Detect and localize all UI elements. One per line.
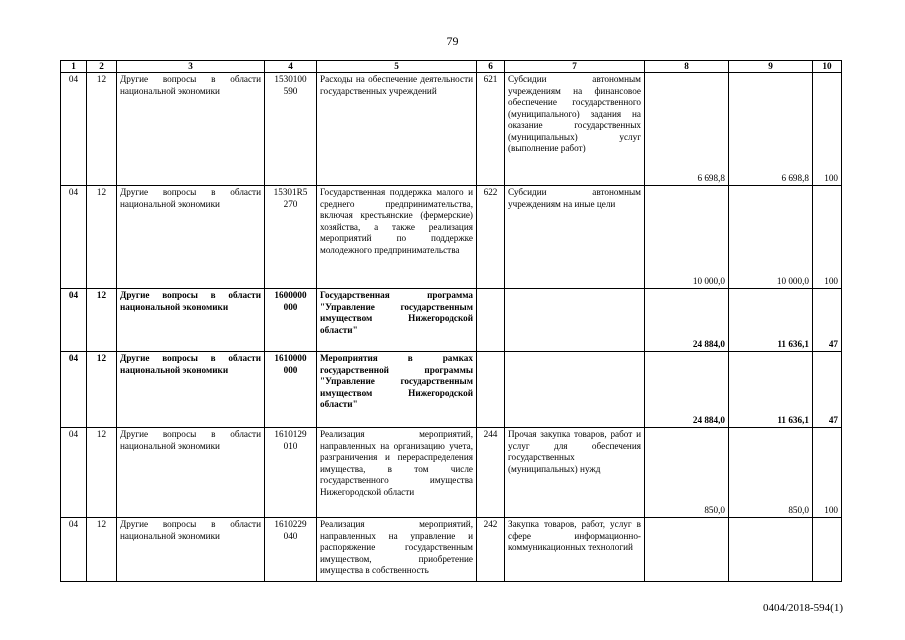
cell-target-code: 1610229 040 [265,518,317,582]
cell-planned [645,518,729,582]
cell-target-code: 15301R5 270 [265,186,317,289]
cell-section: 04 [61,428,87,518]
cell-subsection: 12 [87,518,117,582]
table-row [61,428,842,518]
col-header: 1 [61,61,87,73]
cell-percent: 100 [813,73,842,186]
cell-percent: 47 [813,289,842,352]
cell-section-name: Другие вопросы в области национальной экономики [117,289,265,352]
cell-section: 04 [61,518,87,582]
cell-expense-type: 621 [477,73,505,186]
cell-planned: 6 698,8 [645,73,729,186]
cell-executed: 10 000,0 [729,186,813,289]
table-row [61,73,842,186]
header-row [61,61,842,73]
cell-section: 04 [61,352,87,428]
table-row [61,518,842,582]
cell-expense-name: Прочая закупка товаров, работ и услуг для обеспечения государственных (муниципальных) нужд [505,428,645,518]
cell-target-name: Государственная программа "Управление государственным имуществом Нижегородской области" [317,289,477,352]
col-header: 7 [505,61,645,73]
budget-table [60,60,842,582]
cell-section: 04 [61,186,87,289]
cell-percent [813,518,842,582]
cell-section: 04 [61,289,87,352]
cell-expense-name: Закупка товаров, работ, услуг в сфере информационно-коммуникационных технологий [505,518,645,582]
col-header: 5 [317,61,477,73]
table-row [61,186,842,289]
cell-subsection: 12 [87,289,117,352]
col-header: 2 [87,61,117,73]
col-header: 6 [477,61,505,73]
cell-subsection: 12 [87,73,117,186]
cell-target-name: Государственная поддержка малого и среднего предпринимательства, включая крестьянские (фермерские) хозяйства, а также реализация мероприятий по поддержке молодежного предпринимательства [317,186,477,289]
cell-section-name: Другие вопросы в области национальной экономики [117,73,265,186]
cell-section-name: Другие вопросы в области национальной экономики [117,428,265,518]
cell-section-name: Другие вопросы в области национальной экономики [117,352,265,428]
cell-executed [729,518,813,582]
cell-subsection: 12 [87,352,117,428]
cell-target-name: Реализация мероприятий, направленных на управление и распоряжение государственным имуществом, приобретение имущества в собственность [317,518,477,582]
page-number: 79 [446,34,459,48]
cell-target-code: 1530100 590 [265,73,317,186]
table-row [61,352,842,428]
cell-target-code: 1610000 000 [265,352,317,428]
cell-executed: 11 636,1 [729,352,813,428]
table-row [61,289,842,352]
cell-executed: 850,0 [729,428,813,518]
cell-expense-type [477,352,505,428]
cell-expense-name: Субсидии автономным учреждениям на иные цели [505,186,645,289]
cell-target-name: Реализация мероприятий, направленных на организацию учета, разграничения и перераспределения имущества, в том числе государственного имущества Нижегородской области [317,428,477,518]
cell-executed: 11 636,1 [729,289,813,352]
cell-planned: 850,0 [645,428,729,518]
cell-executed: 6 698,8 [729,73,813,186]
cell-target-code: 1600000 000 [265,289,317,352]
cell-planned: 24 884,0 [645,352,729,428]
cell-section-name: Другие вопросы в области национальной экономики [117,186,265,289]
cell-expense-name: Субсидии автономным учреждениям на финансовое обеспечение государственного (муниципального) задания на оказание государственных (муниципальных) услуг (выполнение работ) [505,73,645,186]
cell-expense-type: 244 [477,428,505,518]
cell-section-name: Другие вопросы в области национальной экономики [117,518,265,582]
cell-expense-type: 242 [477,518,505,582]
cell-section: 04 [61,73,87,186]
cell-subsection: 12 [87,428,117,518]
cell-planned: 24 884,0 [645,289,729,352]
cell-target-name: Расходы на обеспечение деятельности государственных учреждений [317,73,477,186]
cell-percent: 100 [813,428,842,518]
col-header: 8 [645,61,729,73]
cell-subsection: 12 [87,186,117,289]
cell-percent: 100 [813,186,842,289]
cell-percent: 47 [813,352,842,428]
cell-expense-type [477,289,505,352]
cell-expense-name [505,289,645,352]
col-header: 9 [729,61,813,73]
cell-target-name: Мероприятия в рамках государственной программы "Управление государственным имуществом Нижегородской области" [317,352,477,428]
cell-expense-type: 622 [477,186,505,289]
col-header: 3 [117,61,265,73]
col-header: 10 [813,61,842,73]
document-code: 0404/2018-594(1) [762,602,843,614]
col-header: 4 [265,61,317,73]
cell-expense-name [505,352,645,428]
cell-planned: 10 000,0 [645,186,729,289]
cell-target-code: 1610129 010 [265,428,317,518]
